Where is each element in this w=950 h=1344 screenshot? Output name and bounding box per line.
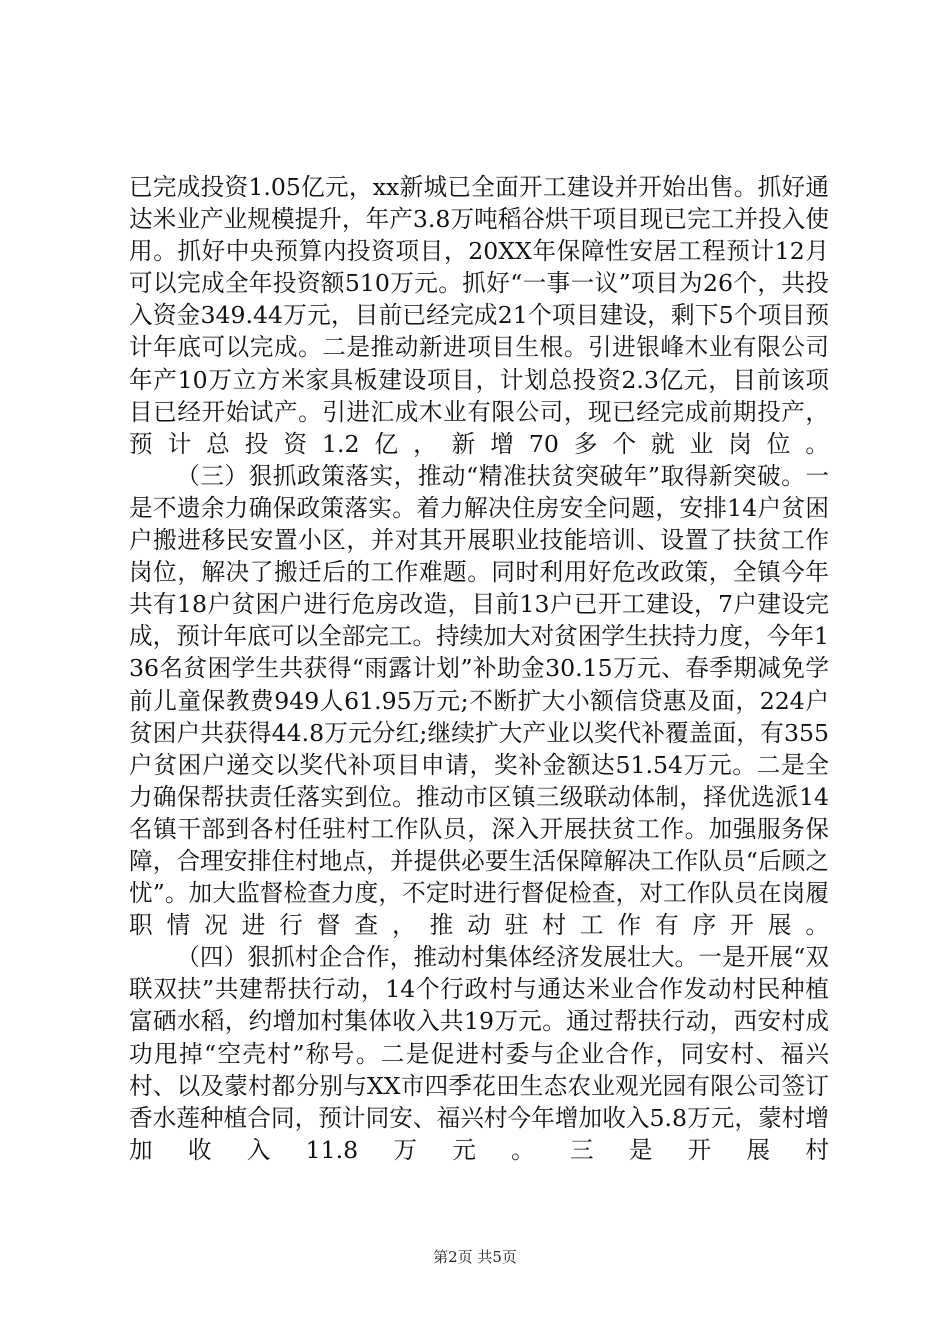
paragraph-investment-progress: 已完成投资1.05亿元，xx新城已全面开工建设并开始出售。抓好通达米业产业规模提升，年产3.8万吨稻谷烘干项目现已完工并投入使用。抓好中央预算内投资项目，20XX年保障性安居工程预计12月可以完成全年投资额510万元。抓好“一事一议”项目为26个，共投入资金349.44万元，目前已经完成21个项目建设，剩下5个项目预计年底可以完成。二是推动新进项目生根。引进银峰木业有限公司年产10万立方米家具板建设项目，计划总投资2.3亿元，目前该项目已经开始试产。引进汇成木业有限公司，现已经完成前期投产，预计总投资1.2亿，新增70多个就业岗位。 bbox=[129, 173, 829, 458]
page-footer: 第2页 共5页 bbox=[433, 1248, 517, 1266]
document-body bbox=[129, 171, 829, 1166]
paragraph-village-enterprise-cooperation: （四）狠抓村企合作，推动村集体经济发展壮大。一是开展“双联双扶”共建帮扶行动，14个行政村与通达米业合作发动村民种植富硒水稻，约增加村集体收入共19万元。通过帮扶行动，西安村成功甩掉“空壳村”称号。二是促进村委与企业合作，同安村、福兴村、以及蒙村都分别与XX市四季花田生态农业观光园有限公司签订香水莲种植合同，预计同安、福兴村今年增加收入5.8万元，蒙村增加收入11.8万元。三是开展村 bbox=[129, 943, 829, 1164]
paragraph-poverty-policy: （三）狠抓政策落实，推动“精准扶贫突破年”取得新突破。一是不遗余力确保政策落实。着力解决住房安全问题，安排14户贫困户搬进移民安置小区，并对其开展职业技能培训、设置了扶贫工作岗位，解决了搬迁后的工作难题。同时利用好危改政策，全镇今年共有18户贫困户进行危房改造，目前13户已开工建设，7户建设完成，预计年底可以全部完工。持续加大对贫困学生扶持力度，今年136名贫困学生共获得“雨露计划”补助金30.15万元、春季期减免学前儿童保教费949人61.95万元;不断扩大小额信贷惠及面，224户贫困户共获得44.8万元分红;继续扩大产业以奖代补覆盖面，有355户贫困户递交以奖代补项目申请，奖补金额达51.54万元。二是全力确保帮扶责任落实到位。推动市区镇三级联动体制，择优选派14名镇干部到各村任驻村工作队员，深入开展扶贫工作。加强服务保障，合理安排住村地点，并提供必要生活保障解决工作队员“后顾之忧”。加大监督检查力度，不定时进行督促检查，对工作队员在岗履职情况进行督查，推动驻村工作有序开展。 bbox=[129, 461, 829, 940]
